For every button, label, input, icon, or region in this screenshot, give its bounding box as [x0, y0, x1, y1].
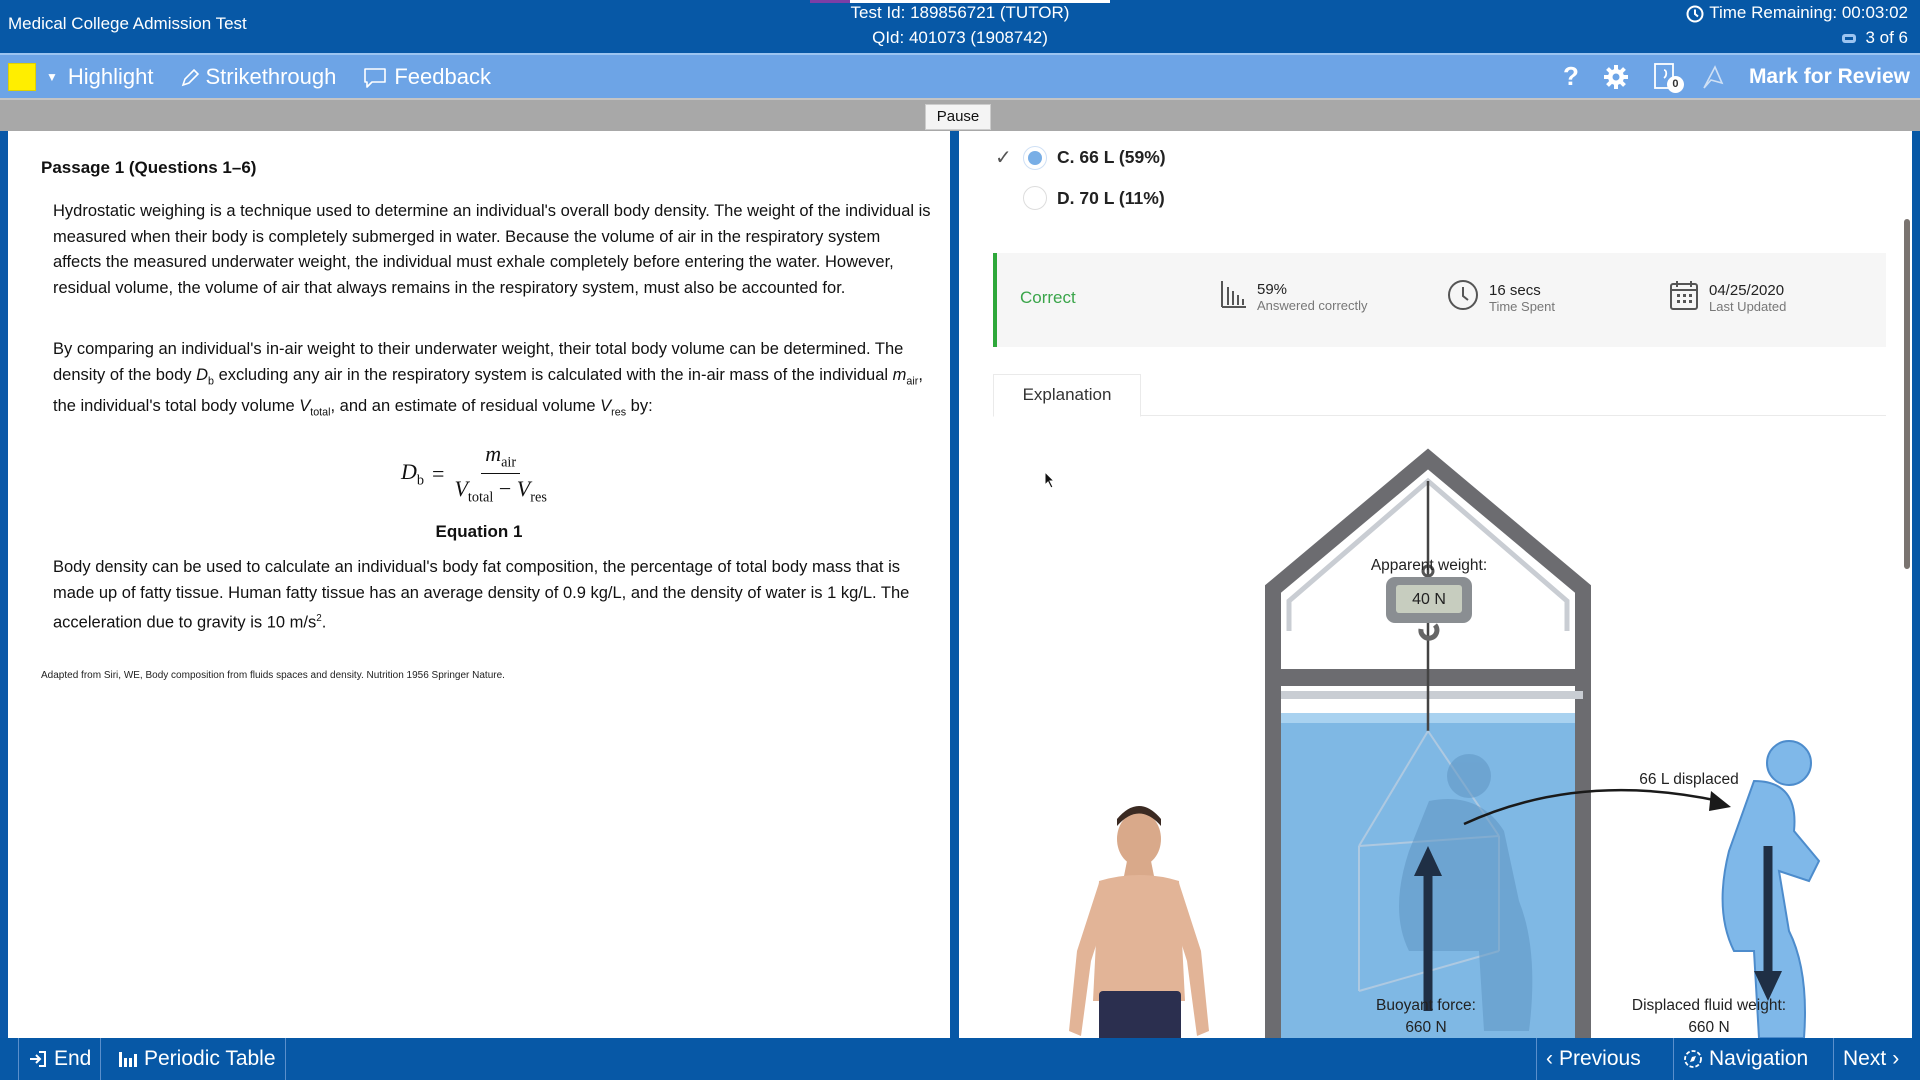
- end-label: End: [54, 1047, 92, 1070]
- passage-paragraph-2: By comparing an individual's in-air weight to their underwater weight, their total body volume can be determined. The density of the body $D_b$ excluding any air in the respiratory system is calculated with the in-air mass of the individual $m_{air}$, the individual's total body volume $V_{total}$, and an estimate of residual volume $V_{res}$ by:: [53, 340, 923, 419]
- navigation-label: Navigation: [1709, 1047, 1809, 1070]
- stat-percent: 59% Answered correctly: [1219, 279, 1368, 314]
- answer-choice-d[interactable]: [995, 186, 1165, 210]
- pause-button[interactable]: Pause: [925, 104, 991, 130]
- highlight-label: Highlight: [67, 63, 154, 89]
- calendar-icon: [1669, 279, 1699, 316]
- checkmark-icon: ✓: [995, 147, 1012, 169]
- test-info: [0, 0, 1920, 50]
- next-label: Next: [1843, 1047, 1887, 1070]
- passage-title: Passage 1 (Questions 1–6): [41, 158, 257, 177]
- previous-label: Previous: [1559, 1047, 1641, 1070]
- help-icon[interactable]: ?: [1563, 61, 1579, 91]
- speech-bubble-icon: [362, 64, 388, 90]
- scrollbar[interactable]: [1904, 219, 1910, 569]
- highlight-color-swatch[interactable]: [8, 63, 36, 91]
- gear-icon[interactable]: [1603, 64, 1629, 90]
- feedback-label: Feedback: [394, 63, 491, 89]
- strikethrough-label: Strikethrough: [205, 63, 337, 89]
- session-info: [1686, 0, 1908, 50]
- strikethrough-button[interactable]: [180, 64, 337, 90]
- stat-time: 16 secs Time Spent: [1447, 279, 1555, 316]
- highlight-button[interactable]: [68, 64, 154, 90]
- arrow-left-icon: ‹: [1546, 1047, 1553, 1070]
- clock-icon: [1686, 0, 1704, 25]
- displaced-fluid-weight-label: Displaced fluid weight: 660 N: [1631, 997, 1787, 1036]
- periodic-table-icon: [118, 1047, 138, 1071]
- periodic-table-button[interactable]: [109, 1038, 286, 1080]
- exit-icon: [28, 1047, 48, 1071]
- next-button[interactable]: [1833, 1038, 1908, 1080]
- result-status: Correct: [1020, 288, 1076, 307]
- passage-paragraph-3: Body density can be used to calculate an individual's body fat composition, the percentage of total body mass that is made up of fatty tissue. Human fatty tissue has an average density of 0.9 kg/L, and the density of water is 1 kg/L. The acceleration due to gravity is 10 $m/s^2$.: [53, 558, 910, 632]
- notes-button[interactable]: [1653, 62, 1677, 92]
- displaced-volume-label: 66 L displaced: [1639, 771, 1739, 788]
- result-summary: [993, 253, 1886, 347]
- toolbar: [0, 53, 1920, 98]
- app-title: Medical College Admission Test: [8, 14, 247, 33]
- answer-label: C. 66 L (59%): [1057, 147, 1166, 167]
- test-id: Test Id: 189856721 (TUTOR): [850, 3, 1070, 22]
- hydrostatic-weighing-figure: [959, 431, 1899, 1038]
- periodic-table-label: Periodic Table: [144, 1047, 276, 1070]
- notes-badge: 0: [1667, 76, 1684, 93]
- passage-pane: [8, 131, 950, 1038]
- question-list-icon: [1840, 25, 1860, 50]
- time-remaining: Time Remaining: 00:03:02: [1709, 3, 1908, 22]
- answer-choice-c[interactable]: [995, 145, 1166, 170]
- buoyant-force-label: Buoyant force: 660 N: [1376, 997, 1476, 1036]
- question-pane: [959, 131, 1912, 1038]
- bar-chart-icon: [1219, 279, 1247, 314]
- mouse-cursor-icon: [1044, 471, 1056, 494]
- pencil-icon: [180, 64, 200, 90]
- stat-date: 04/25/2020 Last Updated: [1669, 279, 1786, 316]
- question-id: QId: 401073 (1908742): [872, 28, 1048, 47]
- navigation-button[interactable]: [1673, 1038, 1817, 1080]
- equation-1: $D_b$ = $\frac{m_{air}}{V_{total} - V_{res}}$: [401, 441, 547, 506]
- explanation-tabs: [993, 374, 1886, 416]
- arrow-right-icon: ›: [1892, 1047, 1900, 1070]
- pause-bar: [0, 98, 1920, 131]
- mark-for-review-button[interactable]: Mark for Review: [1748, 64, 1910, 88]
- end-button[interactable]: [18, 1038, 101, 1080]
- chevron-down-icon[interactable]: ▼: [46, 69, 58, 84]
- citation: Adapted from Siri, WE, Body composition from fluids spaces and density. Nutrition 1956 Springer Nature.: [41, 670, 505, 681]
- radio-unselected[interactable]: [1023, 186, 1047, 210]
- clock-icon: [1447, 279, 1479, 316]
- pane-divider[interactable]: [950, 131, 959, 1038]
- compass-icon: [1683, 1047, 1703, 1071]
- flag-icon[interactable]: [1701, 64, 1725, 90]
- radio-selected[interactable]: [1023, 146, 1047, 170]
- bottom-navigation-bar: [0, 1038, 1920, 1080]
- passage-paragraph-1: Hydrostatic weighing is a technique used to determine an individual's overall body density. The weight of the individual is measured when their body is completely submerged in water. Because the volume of air in the respiratory system affects the measured underwater weight, the individual must exhale completely before entering the water. However, residual volume, the volume of air that always remains in the respiratory system, must also be accounted for.: [53, 202, 931, 297]
- tab-explanation[interactable]: Explanation: [993, 374, 1141, 417]
- equation-label: Equation 1: [435, 522, 523, 541]
- scale-reading: 40 N: [1412, 591, 1446, 608]
- question-counter: 3 of 6: [1865, 28, 1908, 47]
- answer-label: D. 70 L (11%): [1057, 187, 1165, 208]
- feedback-button[interactable]: [362, 64, 491, 90]
- previous-button[interactable]: [1536, 1038, 1650, 1080]
- apparent-weight-label: Apparent weight:: [1370, 557, 1488, 574]
- title-bar: [0, 0, 1920, 53]
- window-edge: [1912, 131, 1920, 1038]
